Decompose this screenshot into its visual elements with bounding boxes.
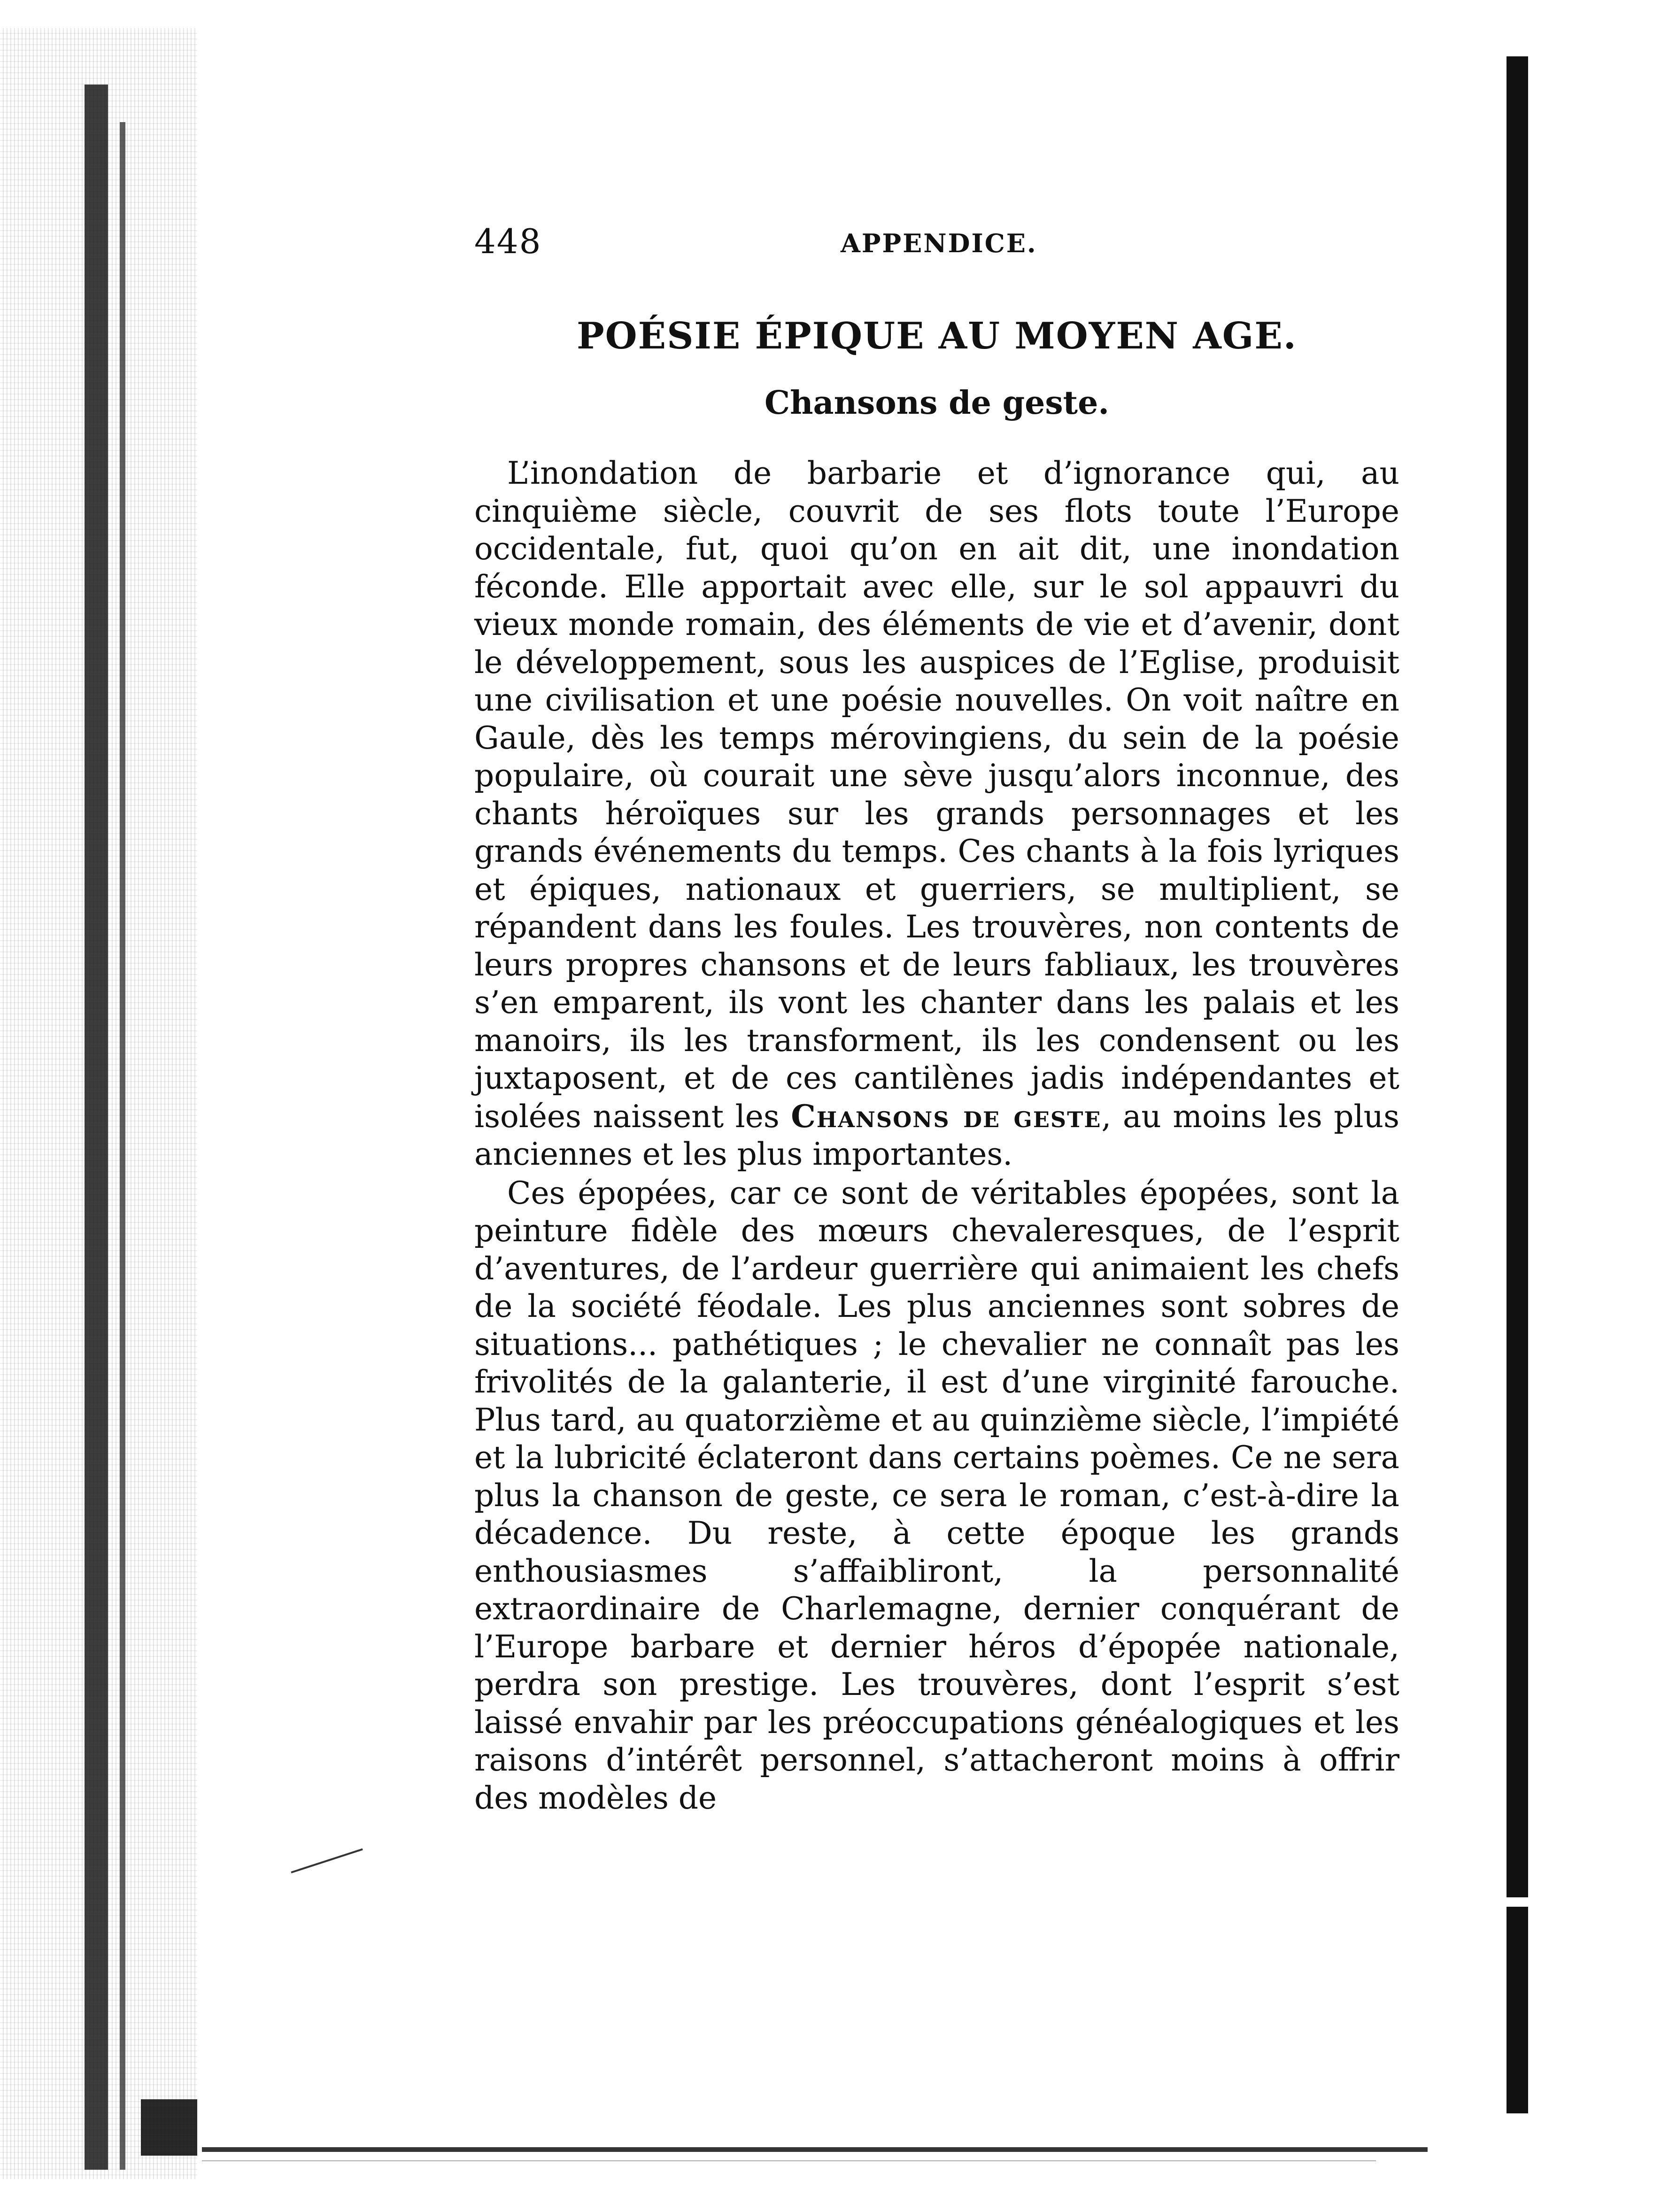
- scan-bottom-rule-thin: [202, 2160, 1376, 2161]
- paragraph-1-after: , au moins les plus anciennes et les plus importantes.: [474, 1098, 1399, 1172]
- page-header: [474, 222, 1399, 259]
- scan-stray-mark: [291, 1848, 363, 1873]
- scan-left-line: [120, 122, 125, 2170]
- page-number: 448: [474, 222, 542, 261]
- running-head: APPENDICE.: [841, 228, 1037, 258]
- section-title: POÉSIE ÉPIQUE AU MOYEN AGE.: [577, 315, 1297, 357]
- scan-corner-mark: [141, 2099, 197, 2156]
- scan-left-shadow: [85, 85, 108, 2170]
- section-subtitle: Chansons de geste.: [764, 384, 1110, 422]
- scan-right-border-top: [1506, 56, 1528, 1897]
- body-text: [474, 455, 1399, 1817]
- paragraph-1-emphasis: Chansons de geste: [791, 1098, 1102, 1135]
- paragraph-1-before: L’inondation de barbarie et d’ignorance qui, au cinquième siècle, couvrit de ses flots toute l’Europe occidentale, fut, quoi qu’on en ait dit, une inondation féconde. Elle apportait avec elle, sur le sol appauvri du vieux monde romain, des éléments de vie et d’avenir, dont le développement, sous les auspices de l’Eglise, produisit une civilisation et une poésie nouvelles. On voit naître en Gaule, dès les temps mérovingiens, du sein de la poésie populaire, où courait une sève jusqu’alors inconnue, des chants héroïques sur les grands personnages et les grands événements du temps. Ces chants à la fois lyriques et épiques, nationaux et guerriers, se multiplient, se répandent dans les foules. Les trouvères, non contents de leurs propres chansons et de leurs fabliaux, les trouvères s’en emparent, ils vont les chanter dans les palais et les manoirs, ils les transforment, ils les condensent ou les juxtaposent, et de ces cantilènes jadis indépendantes et isolées naissent les: [474, 455, 1399, 1135]
- paragraph-2: Ces épopées, car ce sont de véritables épopées, sont la peinture fidèle des mœurs chevaleresques, de l’esprit d’aventures, de l’ardeur guerrière qui animaient les chefs de la société féodale. Les plus anciennes sont sobres de situations... pathétiques ; le chevalier ne connaît pas les frivolités de la galanterie, il est d’une virginité farouche. Plus tard, au quatorzième et au quinzième siècle, l’impiété et la lubricité éclateront dans certains poèmes. Ce ne sera plus la chanson de geste, ce sera le roman, c’est-à-dire la décadence. Du reste, à cette époque les grands enthousiasmes s’affaibliront, la personnalité extraordinaire de Charlemagne, dernier conquérant de l’Europe barbare et dernier héros d’épopée nationale, perdra son prestige. Les trouvères, dont l’esprit s’est laissé envahir par les préoccupations généalogiques et les raisons d’intérêt personnel, s’attacheront moins à offrir des modèles de: [474, 1175, 1399, 1816]
- scan-bottom-rule: [202, 2147, 1428, 2152]
- scan-right-border-bottom: [1506, 1907, 1528, 2113]
- paragraph-1: [474, 455, 1399, 1174]
